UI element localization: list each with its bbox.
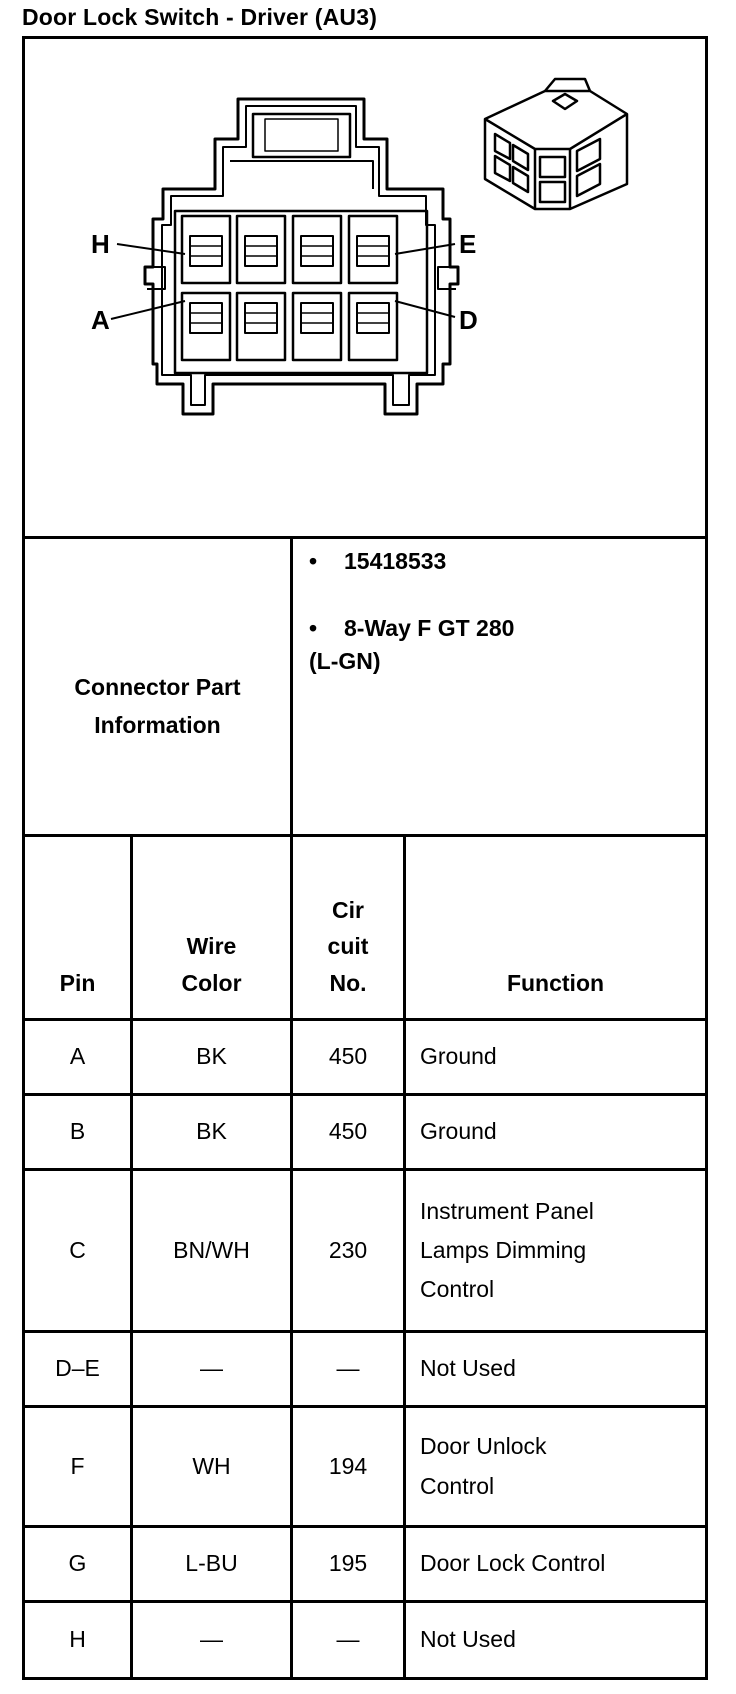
cell-pin: H (69, 1626, 86, 1653)
bullet: • (309, 615, 318, 641)
cell-function (406, 1333, 705, 1405)
cell-circuit: 195 (328, 1550, 368, 1577)
cell-pin: A (69, 1043, 86, 1070)
cell-pin: D–E (55, 1355, 100, 1382)
cell-pin: G (68, 1550, 87, 1577)
pin-label-h: H (91, 229, 110, 259)
cell-pin: B (69, 1118, 86, 1145)
bullet: • (309, 548, 318, 574)
part-number: 15418533 (344, 548, 447, 574)
pin-label-a: A (91, 305, 110, 335)
function-line: Ground (420, 1118, 497, 1145)
cell-wire-color: L-BU (185, 1550, 238, 1577)
pin-label-e: E (459, 229, 477, 259)
cell-pin: C (69, 1236, 86, 1263)
divider-connector-col (290, 536, 293, 834)
function-line: Lamps Dimming (420, 1236, 587, 1263)
cell-circuit: 194 (328, 1452, 368, 1479)
cell-wire-color: BK (196, 1043, 227, 1070)
header-circuit-no (293, 837, 403, 1018)
page-title: Door Lock Switch - Driver (AU3) (22, 4, 378, 30)
cell-function (406, 1096, 705, 1168)
cell-wire-color: BK (196, 1118, 227, 1145)
cell-wire-color: — (200, 1626, 223, 1653)
function-line: Not Used (420, 1626, 516, 1653)
connector-color-code: (L-GN) (309, 648, 381, 674)
function-line: Not Used (420, 1355, 516, 1382)
cell-pin: F (70, 1452, 85, 1479)
cell-function (406, 1408, 705, 1525)
cell-circuit: 450 (328, 1043, 368, 1070)
cell-function (406, 1171, 705, 1330)
header-wire-color-line1: Wire (186, 933, 237, 960)
header-circuit-line3: No. (329, 970, 367, 997)
connector-info-label-line1: Connector Part (74, 673, 241, 700)
header-circuit-line1: Cir (332, 896, 364, 923)
cell-function (406, 1528, 705, 1600)
connector-info-label (25, 539, 290, 834)
connector-diagram (25, 39, 705, 534)
function-line: Ground (420, 1043, 497, 1070)
header-circuit-line2: cuit (327, 933, 369, 960)
connector-description: 8-Way F GT 280 (344, 615, 515, 641)
header-wire-color-line2: Color (181, 970, 242, 997)
cell-circuit: — (336, 1355, 360, 1382)
header-pin: Pin (59, 970, 96, 997)
function-line: Control (420, 1472, 495, 1499)
cell-wire-color: — (200, 1355, 223, 1382)
cell-function (406, 1021, 705, 1093)
cell-wire-color: WH (192, 1452, 231, 1479)
cell-wire-color: BN/WH (173, 1236, 250, 1263)
part-number-item (305, 548, 695, 575)
connector-info-label-line2: Information (94, 711, 221, 738)
header-wire-color (133, 837, 290, 1018)
cell-function (406, 1603, 705, 1677)
description-item (305, 615, 695, 642)
cell-circuit: 230 (328, 1236, 368, 1263)
pin-label-d: D (459, 305, 478, 335)
cell-circuit: 450 (328, 1118, 368, 1145)
function-line: Control (420, 1276, 495, 1303)
connector-face-drawing (25, 39, 705, 534)
function-line: Instrument Panel (420, 1197, 594, 1224)
function-line: Door Lock Control (420, 1550, 606, 1577)
connector-info-details (305, 548, 695, 675)
cell-circuit: — (336, 1626, 360, 1653)
function-line: Door Unlock (420, 1433, 547, 1460)
header-function: Function (506, 970, 605, 997)
